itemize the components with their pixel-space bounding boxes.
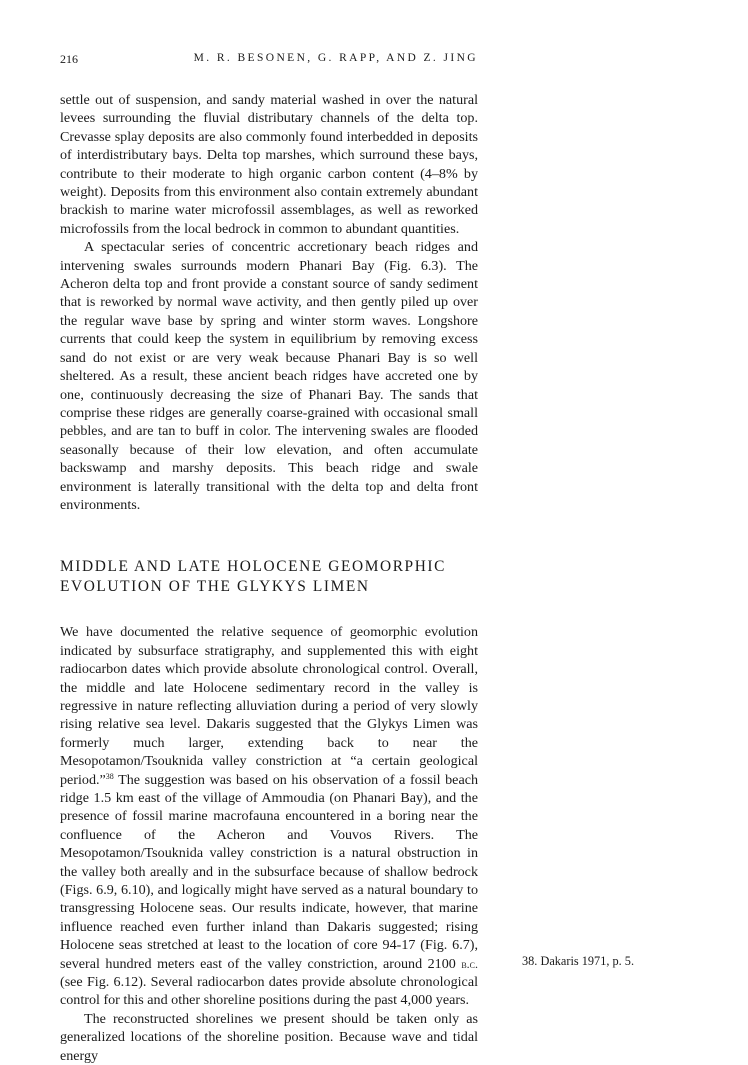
section-heading-line-1: MIDDLE AND LATE HOLOCENE GEOMORPHIC: [60, 558, 447, 576]
section-heading-line-2: EVOLUTION OF THE GLYKYS LIMEN: [60, 577, 370, 595]
running-head: [60, 52, 478, 72]
era-abbreviation: b.c.: [461, 956, 478, 971]
main-text-column: [60, 91, 478, 1065]
paragraph-text-part-1: We have documented the relative sequence of geomorphic evolution indicated by subsurface stratigraphy, and supplemented this with eight radiocarbon dates which provide absolute chronological control. Overall, the middle and late Holocene sedimentary record in the valley is regressive in nature reflecting alluviation during a period of very slowly rising relative sea level. Dakaris suggested that the Glykys Limen was formerly much larger, extending back to near the Mesopotamon/Tsouknida valley constriction at “a certain geological period.”: [60, 624, 478, 788]
section-heading: [60, 557, 478, 596]
paragraph-beach-ridges: A spectacular series of concentric accretionary beach ridges and intervening swales surrounds modern Phanari Bay (Fig. 6.3). The Acheron delta top and front provide a constant source of sandy sediment that is reworked by normal wave activity, and then gently piled up over the regular wave base by spring and winter storm waves. Longshore currents that could keep the system in equilibrium by removing excess sand do not exist or are very weak because Phanari Bay is so well sheltered. As a result, these ancient beach ridges have accreted one by one, continuously decreasing the size of Phanari Bay. The sands that comprise these ridges are generally coarse-grained with occasional small pebbles, and are tan to buff in color. The intervening swales are flooded seasonally because of their low elevation, and often accumulate backswamp and marshy deposits. This beach ridge and swale environment is laterally transitional with the delta top and delta front environments.: [60, 239, 478, 513]
paragraph-continued: settle out of suspension, and sandy material washed in over the natural levees surrounding the fluvial distributary channels of the delta top. Crevasse splay deposits are also commonly found interbedded in deposits of interdistributary bays. Delta top marshes, which surround these bays, contribute to their moderate to high organic carbon content (4–8% by weight). Deposits from this environment also contain extremely abundant brackish to marine water microfossil assemblages, as well as reworked microfossils from the local bedrock in common to abundant quantities.: [60, 92, 478, 237]
running-head-authors: M. R. BESONEN, G. RAPP, AND Z. JING: [193, 52, 478, 64]
page-number: 216: [60, 52, 78, 66]
paragraph-text-part-2: The suggestion was based on his observation of a fossil beach ridge 1.5 km east of the village of Ammoudia (on Phanari Bay), and the presence of fossil marine macrofauna encountered in a boring near the confluence of the Acheron and Vouvos Rivers. The Mesopotamon/Tsouknida valley constriction is a natural obstruction in the valley both areally and in the subsurface because of shallow bedrock (Figs. 6.9, 6.10), and logically might have served as a natural boundary to transgressing Holocene seas. Our results indicate, however, that marine influence reached even further inland than Dakaris suggested; rising Holocene seas stretched at least to the location of core 94-17 (Fig. 6.7), several hundred meters east of the valley constriction, around 2100: [60, 771, 478, 972]
footnote: 38. Dakaris 1971, p. 5.: [522, 954, 635, 968]
paragraph-text-part-3: (see Fig. 6.12). Several radiocarbon dates provide absolute chronological control for this and other shoreline positions during the past 4,000 years.: [60, 974, 478, 1009]
footnote-reference: 38: [105, 771, 114, 781]
paragraph-shorelines: The reconstructed shorelines we present should be taken only as generalized locations of the shoreline position. Because wave and tidal energy: [60, 1010, 478, 1064]
paragraph-geomorphic-evolution: [60, 623, 478, 1010]
